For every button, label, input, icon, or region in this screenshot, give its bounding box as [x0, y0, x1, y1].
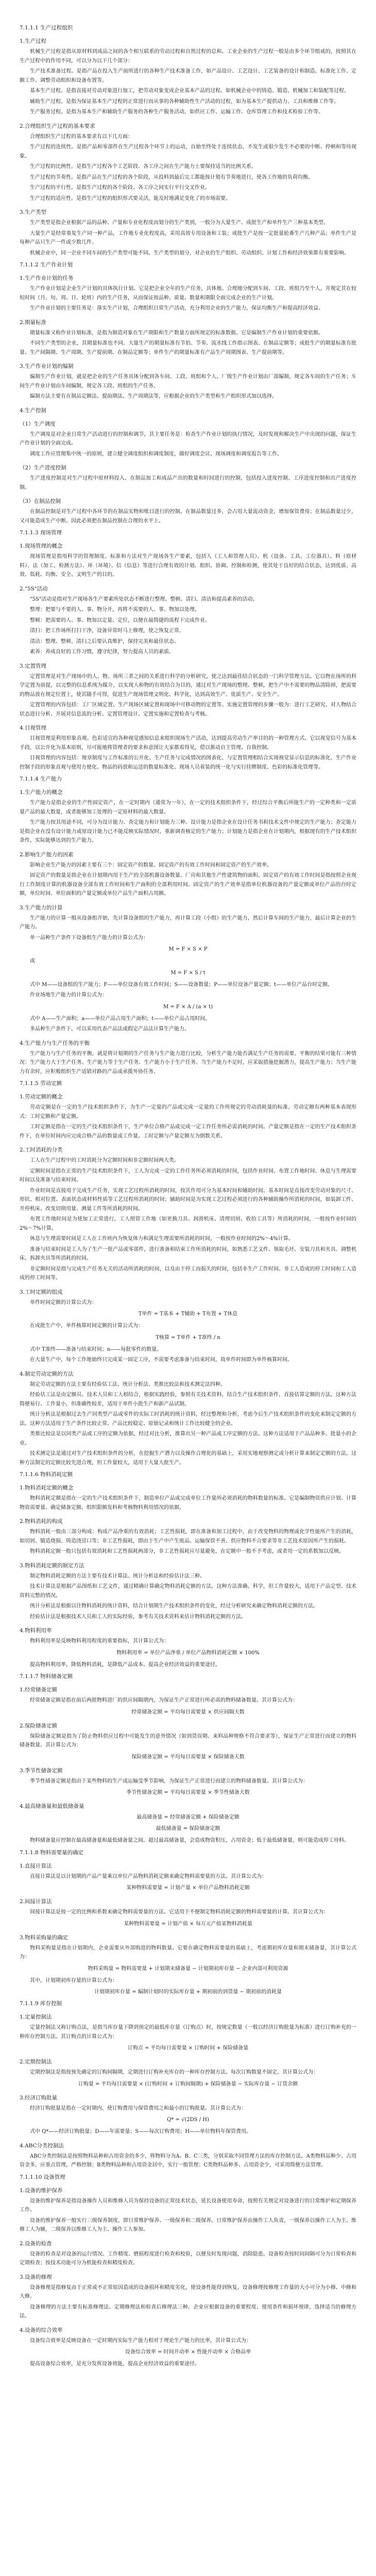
section-heading: 7.1.1.5 劳动定额: [20, 1080, 62, 1087]
paragraph: 技术测定法是通过对生产技术组织条件的分析，在挖掘生产潜力以及操作合理化的基础上，采用实地观察测定或分析计算来制定定额的方法。这种方法制定的定额比较先进合理，但工作量较大，适用于大量大批生产。: [20, 1451, 356, 1466]
paragraph: 生产过程的平行性。是指生产过程的各个阶段、各工序之间实行平行交叉作业。: [30, 185, 210, 191]
paragraph: 整理：把要与不要的人、事、物分开，再将不需要的人、事、物加以处理。: [30, 607, 200, 613]
paragraph: 生产调度是对企业日常生产活动进行的控制和调节，其主要任务是：检查生产作业计划的执行情况，及时发现和解决生产中出现的问题，保证生产作业计划的全面完成。: [20, 431, 356, 446]
subsection-heading: 1.生产过程: [20, 38, 47, 44]
paragraph: 生产进度控制是对生产过程中原材料投入、在制品加工和成品产出的数量和时间进行的控制，包括投入进度控制、工序进度控制和出产进度控制。: [20, 476, 356, 490]
paragraph: 设备综合效率是反映设备在一定时期内实际生产能力相对于理论生产能力的比率，其计算公式为：: [30, 2337, 251, 2344]
formula: 计划期初库存量 = 编制计划时的实际库存量 + 期初前的到货量 − 期初前的消耗量: [94, 1989, 282, 1995]
paragraph: 定期控制法是指按预先确定的订购间隔期，定期进行订购补充库存的一种库存控制方法。每次订购数量不固定，其计算公式为：: [30, 2070, 318, 2075]
subsection-heading: 4.设备的综合效率: [20, 2327, 63, 2333]
subsection-heading: 4.目视管理: [20, 725, 47, 731]
paragraph: 物料利用率是反映物料利用程度的重要指标，其计算公式为：: [30, 1638, 169, 1644]
paragraph: 统计分析法是根据过去生产同类型产品或零件的实际工时消耗的统计资料，经过整理和分析，考虑今后生产技术组织条件的变化来制定定额的方法。这种方法适用于生产条件比较正常、产品比较稳定、原始记录和统计工作比较健全的企业。: [20, 1412, 356, 1427]
paragraph: 在大量生产中，每个工作地始终只完成某一固定工序，不需要考虑准备与结束时间，故单件时间即为单件核算时间。: [30, 1357, 293, 1363]
paragraph: 定额时间是指在正常的生产技术组织条件下，工人为完成一定的工作任务所必须消耗的时间，包括作业时间、布置工作地时间、休息与生理需要时间以及准备与结束时间。: [20, 1168, 356, 1183]
subsection-heading: 3.生产能力的计算: [20, 904, 63, 911]
paragraph: 设备修理的方法主要有标准修理法、定期修理法和检查后修理法三种。企业应根据设备的重要程度、使用条件和损坏规律，选择适当的修理方法。: [20, 2304, 356, 2319]
paragraph: 辅助生产过程。是指为保证基本生产过程的正常进行而从事的各种辅助性生产活动的过程，如为基本生产提供动力、工具和维修工作等。: [30, 98, 339, 105]
paragraph: 生产作业计划是企业生产计划的具体执行计划。它是把企业全年的生产任务，具体地、合理地分配到车间、工段、班组乃至个人，并规定其在较短时间（月、旬、周、日、轮班）内的生产任务，从而保证按品种、质量、数量和期限全面完成企业的生产计划。: [20, 286, 356, 301]
paragraph: 统计分析法是根据以往物料消耗的统计资料，结合计划期生产技术组织条件的变化，经过分析研究来确定物料消耗定额的方法。: [30, 1603, 318, 1609]
subsection-heading: 3.物料采购量的确定: [20, 1934, 69, 1941]
paragraph: 影响企业生产能力的因素主要有三个：固定资产的数量、固定资产的有效工作时间和固定资产的生产效率。: [30, 862, 272, 868]
subsection-heading: 1.生产能力的概念: [20, 789, 63, 795]
formula: M = F × S / t: [170, 970, 206, 976]
paragraph: 物料储备量应控制在最高储备量和最低储备量之间。超过最高储备量，会造成物资积压，占用资金；低于最低储备量，则可能造成停工待料。: [30, 1838, 349, 1843]
formula: 经常储备定额 = 平均每日需要量 × 供应间隔天数: [131, 1709, 245, 1715]
subsection-heading: 2.定期控制法: [20, 2059, 52, 2065]
paragraph: 经常储备定额是指在前后两批物料进厂的供应间隔期内，为保证生产正常进行所必需的物料储备数量。其计算公式为：: [30, 1698, 298, 1703]
paragraph: 设备的维护保养一般实行三级保养制度，即日常维护保养、一级保养和二级保养。日常维护保养由操作工人负责，一级保养以操作工人为主、维修工人为辅，二级保养以维修工人为主、操作工人参加。: [20, 2217, 356, 2232]
subsection-heading: 2.物料消耗的构成: [20, 1518, 63, 1524]
paragraph: 生产作业计划的主要任务是：落实生产计划，合理组织日常生产活动，充分利用企业的生产能力，保证均衡生产和提高经济效益。: [30, 306, 323, 311]
paragraph: 定置管理的内容包括：工厂区域定置、生产现场区域定置和现场中可移动物的定置等。实施定置管理的步骤一般为：进行工艺研究、对人物结合状态进行分析、开展对信息流的分析、定置管理设计、定置实施和定置检查与考核。: [20, 702, 356, 717]
paragraph: 单一品种生产条件下设备组生产能力的计算公式为：: [30, 935, 148, 941]
subsection-heading: 2.影响生产能力的因素: [20, 851, 74, 858]
paragraph: 生产过程的适应性。是指生产过程的组织形式要灵活，能及时地满足变化了的市场需要。: [30, 195, 231, 201]
subsection-heading: 4.生产控制: [20, 407, 47, 414]
paragraph: 生产过程的连续性。是指产品和零部件在生产过程各个环节上的运动，自始至终处于连续状态，不发生或很少发生不必要的中断、停顿和等待现象。: [20, 144, 356, 159]
paragraph: 经济订购批量是指在一定时期内，使订购费用与保管费用之和最小的订购批量。其计算公式为：: [30, 2105, 246, 2111]
formula: M = F × S × P: [168, 946, 208, 952]
subsection-heading: 3.物料消耗定额的制定方法: [20, 1562, 84, 1569]
paragraph: 定量控制法又称订购点法，是指当库存量下降到预定的最低库存量（订购点）时，按规定数量（一般以经济订购批量为标准）进行订购补充的一种库存控制方法。其订购点的计算公式为：: [20, 2025, 356, 2040]
paragraph: 工时定额是指在一定的生产技术组织条件下，生产单位合格产品或完成一定工作任务所必需消耗的时间。产量定额是指在一定的生产技术组织条件下，在单位时间内应完成合格产品的数量或工作量。工时定额与产量定额互为倒数关系。: [20, 1124, 356, 1139]
paragraph: 编制生产作业计划，就是把企业的生产任务具体分配到各车间、工段、班组和个人。厂级生产作业计划由厂部编制，规定各车间的生产任务；车间生产作业计划由车间编制，规定各工段、班组的生产任务。: [20, 374, 356, 389]
paragraph: 基本生产过程。是指直接对劳动对象进行加工，把劳动对象变成企业基本产品的过程。如机械企业中的铸造、锻造、机械加工和装配等过程。: [30, 88, 349, 94]
section-heading: 7.1.1.8 物料需要量的确定: [20, 1849, 84, 1856]
subsection-heading: 2.期量标准: [20, 319, 47, 326]
paragraph: 不同生产类型的企业，其期量标准也不同。大量生产的期量标准有节拍、节奏、流水线工作指示图表、在制品定额等；成批生产的期量标准有批量、生产间隔期、生产周期、生产提前期、在制品定额等；单件生产的期量标准有产品生产周期图表、生产提前期等。: [20, 341, 356, 355]
paragraph: 目视管理是利用形象直观、色彩适宜的各种视觉感知信息来组织现场生产活动，达到提高劳动生产率目的的一种管理方式。它以视觉信号为基本手段，以公开化为基本原则，尽可能地将管理者的要求和意图让大家都看得见，借以推动自主管理、自我控制。: [20, 736, 356, 751]
subsection-heading: 3.季节性储备定额: [20, 1767, 63, 1774]
paragraph: 在制品控制是对生产过程中各环节的在制品实物和账目进行的控制。在制品数量过多，会占用大量流动资金，增加保管费用；在制品数量过少，又可能造成生产中断。因此必须把在制品控制在合理的水平上。: [20, 509, 356, 524]
paragraph: 生产能力按其用途不同，可分为设计能力、查定能力和计划能力三种。设计能力是指企业在设计任务书和技术文件中规定的生产能力；查定能力是指企业在没有设计能力或原设计能力已不能反映实际情况时，重新调查核定的生产能力；计划能力是指企业在计划期内，根据现有的生产技术组织条件，实际能够达到的生产能力。: [20, 820, 356, 843]
paragraph: 整顿：把需要的人、事、物加以定量、定位，以便在最简捷的流程下完成作业。: [30, 617, 210, 623]
formula: 保险储备定额 = 平均每日需要量 × 保险储备天数: [131, 1754, 245, 1760]
paragraph: 生产类型是指企业根据产品的品种、产量和专业化程度而划分的生产类别，一般分为大量生产、成批生产和单件生产三种基本类型。: [30, 220, 329, 226]
paragraph: 式中 M——设备组的生产能力；F——单位设备有效工作时间；S——设备数量；P——单位设备产量定额；t——单位产品台时定额。: [30, 981, 333, 988]
paragraph: 生产过程的比例性。是指生产过程各个工艺阶段、各工序之间在生产能力上要保持适当的比例关系。: [30, 164, 257, 170]
subsection-heading: 2.工时消耗的分类: [20, 1147, 63, 1153]
formula: 季节性储备定额 = 平均每日需要量 × 季节性储备天数: [126, 1790, 250, 1795]
paragraph: 提高设备综合效率，是充分发挥设备效能，提高企业经济效益的重要途径。: [30, 2361, 200, 2367]
formula: T核算 = T单件 + T准终 / n: [156, 1334, 220, 1341]
paragraph: 制定物料消耗定额的方法主要有技术计算法、统计分析法和经验估计法三种。: [30, 1573, 205, 1579]
paragraph: 提高物料利用率，降低物料消耗，是降低产品成本、提高企业经济效益的重要途径。: [30, 1662, 220, 1668]
paragraph: 物料消耗一般由三部分构成：构成产品净重的有效消耗；工艺性损耗，即在准备和加工过程中，由于改变物料的物理或化学性能所产生的消耗，如切屑、锻造烧损、铸造浇冒口等；非工艺性损耗，即由于生产中产生废品、运输保管不善、供应物料不合要求等非工艺技术原因所产生的损耗。: [20, 1529, 356, 1544]
paragraph: 调度工作应贯彻集中统一的原则，建立健全调度组织和调度制度，做好调度会议、现场调度和调度报告等工作。: [30, 451, 282, 457]
paragraph: 式中 Q*——经济订购批量；D——年需要量；S——每次订购费用；H——单位物料年保管费用。: [30, 2129, 251, 2134]
subsection-heading: （3）在制品控制: [20, 498, 61, 504]
subsection-heading: （2）生产进度控制: [20, 465, 66, 471]
subsection-heading: 4.物料利用率: [20, 1628, 52, 1634]
paragraph: 布置工作地时间是为使加工正常进行，工人照管工作地（如更换刀具、润滑机床、清理切屑、收拾工具等）所消耗的时间，一般按作业时间的2%～7%计算。: [20, 1216, 356, 1231]
paragraph: 间接计算法是按一定的比例和系数来确定物料需要量的方法。它适用于不便制定物料消耗定额的物料需要量的计算。其计算公式为：: [30, 1909, 329, 1915]
paragraph: 直接计算法是以计划期的产品产量乘以单位产品物料消耗定额来确定物料需要量的方法。其计算公式为：: [30, 1873, 267, 1879]
paragraph: 非定额时间是指与完成生产任务无关的活动所消耗的时间，以及由于停工而损失的时间，包括非生产工作时间、非工人造成的停工时间和工人造成的停工时间等。: [20, 1266, 356, 1281]
paragraph: ABC分类控制法是按照物料品种和占用资金的多少，将物料分为A、B、C三类，分别采取不同管理方法的库存控制方法。A类物料品种少、占用资金多，应重点管理，严格控制；B类物料品种和占用资金居中，实行一般管理；C类物料品种多、占用资金少，可采用简便方法管理。: [20, 2153, 356, 2168]
paragraph: 准备与结束时间是工人为了生产一批产品或零部件，进行准备和结束工作所消耗的时间，如熟悉工艺文件、领取毛坯、安装刀具和夹具、调整机床、拆卸夹具等所消耗的时间。: [20, 1246, 356, 1261]
section-heading: 7.1.1.7 物料储备定额: [20, 1673, 73, 1680]
formula: 订购点 = 平均每日需要量 × 订购时间 + 保险储备量: [127, 2045, 249, 2051]
paragraph: 经验估工法是由定额员、技术人员和工人相结合，根据实践经验，参照有关技术资料，结合生产技术组织条件，直接估算定额的方法。这种方法简便易行、工作量小，但准确性较差，适用于单件小批生产和新产品试制。: [20, 1392, 356, 1407]
subsection-heading: （1）生产调度: [20, 420, 56, 427]
subsection-heading: 1.生产作业计划的任务: [20, 275, 74, 281]
formula: 最低储备量 = 保险储备定额: [156, 1826, 220, 1832]
subsection-heading: 4.最高储备量和最低储备量: [20, 1803, 84, 1809]
formula: 订购量 = 平均每日需要量 × (订购时间 + 订购间隔期) + 保险储备量 − 实际库存量 − 订货余额: [78, 2081, 298, 2087]
subsection-heading: 2.设备的检查: [20, 2240, 52, 2247]
paragraph: 物料消耗定额是指在一定的生产技术组织条件下，制造单位产品或完成单位工作量所必须消耗的物料数量的标准。它是编制物资供应计划、计算物资需要量、确定储备定额、组织限额发料和考核物料利用情况的依据。: [20, 1496, 356, 1511]
paragraph: 设备的维护保养是指设备操作人员和维修人员为保持设备的正常技术状态，延长设备使用寿命，按照有关规定对设备进行的日常维护和定期保养工作。: [20, 2198, 356, 2213]
subsection-heading: 2.保险储备定额: [20, 1722, 58, 1729]
paragraph: 机械企业中，同一企业不同车间的生产类型可能不同。生产类型的划分，对企业的生产组织、劳动组织、计划工作和经济效果都有重要影响。: [30, 250, 349, 256]
paragraph: 劳动定额是在一定的生产技术组织条件下，为生产一定量的产品或完成一定量的工作所规定的劳动消耗量的标准。劳动定额有两种基本表现形式：工时定额和产量定额。: [20, 1105, 356, 1120]
formula: Q* = √(2DS / H): [167, 2117, 209, 2123]
subsection-heading: 3.经济订购批量: [20, 2094, 58, 2101]
paragraph: 类推比较法是以同类产品或工序的定额为依据，经过对比分析，推算出另一种产品或工序定额的方法。这种方法适用于产品品种多、批量小的企业。: [20, 1431, 356, 1446]
paragraph: 季节性储备定额是指由于某些物料的生产或运输受季节影响，为保证生产正常进行而建立的物料储备数量。其计算公式为：: [30, 1778, 308, 1784]
paragraph: 工人在生产过程中的工时消耗分为定额时间和非定额时间两大类。: [30, 1158, 179, 1163]
paragraph: 制定劳动定额的方法主要有经验估工法、统计分析法、类推比较法和技术测定法四种。: [30, 1381, 226, 1387]
paragraph: 单件时间定额的计算公式为：: [30, 1299, 97, 1306]
paragraph: 作业场地生产能力的计算公式为：: [30, 992, 107, 998]
paragraph: 定置管理是对生产现场中的人、物、场所三者之间的关系进行科学的分析研究，使之达到最佳结合状态的一门科学管理方法。它以物在场所的科学定置为前提，以完整的信息系统为媒介，以实现人和物的有效结合为目的，通过对生产现场的整理、整顿，把生产中不需要的物品清除掉，把需要的物品放在规定位置上，使其随手可得，促进生产现场管理文明化、科学化，达到高效生产、优质生产、安全生产。: [20, 673, 356, 698]
formula: 物料采购量 = 物料需要量 + 计划期末储备量 − 计划期初库存量 − 企业内部可利用资源: [88, 1965, 288, 1972]
paragraph: 生产能力与生产任务的平衡，就是将计划期的生产任务与生产能力进行比较，分析生产能力能否满足生产任务的需要。平衡的结果可能有三种情况：生产能力大于生产任务、生产能力等于生产任务、生产能力小于生产任务。当生产能力不足时，应采取措施挖掘潜力，提高生产能力；当生产能力有余时，应积极组织生产适销对路的产品或承揽外协任务。: [20, 1050, 356, 1075]
subsection-heading: 1.劳动定额的概念: [20, 1094, 63, 1100]
paragraph: 多品种生产条件下，可以采用代表产品法或假定产品法计算生产能力。: [30, 1026, 190, 1032]
paragraph: 清洁：整理、整顿、清扫之后要认真维护，保持完美和最佳状态。: [30, 638, 179, 645]
subsection-heading: 3.生产作业计划的编制: [20, 363, 74, 369]
subsection-heading: 4.ABC分类控制法: [20, 2142, 64, 2149]
section-heading: 7.1.1.3 现场管理: [20, 530, 62, 536]
paragraph: 期量标准又称作业计划标准，是指为制造对象在生产期限和生产数量方面所规定的标准数据。它是编制生产作业计划的重要依据。: [30, 330, 323, 336]
subsection-heading: 1.现场管理的概念: [20, 543, 63, 549]
formula: 物料利用率 = 单位产品净重 / 单位产品物料消耗定额 × 100%: [116, 1650, 260, 1656]
paragraph: 其中，计划期初库存量的计算公式为：: [30, 1977, 117, 1984]
paragraph: 或: [30, 958, 35, 964]
formula: 某种物料需要量 = 计划产值 × 每万元产值某物料消耗量: [124, 1921, 252, 1927]
subsection-heading: 3.工时定额的组成: [20, 1289, 63, 1295]
paragraph: 机械生产过程是指从原材料到成品之间的各个相互联系的劳动过程和自然过程的总和。工业企业的生产过程一般是由多个环节组成的，按照其在生产过程中的作用不同，可以分为以下几个部分：: [20, 49, 356, 64]
subsection-heading: 1.直接计算法: [20, 1862, 52, 1869]
paragraph: 作业时间是直接用于完成生产任务，实现工艺过程所消耗的时间，按其作用可分为基本时间和辅助时间。基本时间是直接改变劳动对象的尺寸、形状、相对位置、表面状态或材料性质等工艺过程所消耗的时间；辅助时间是为实现工艺过程必须进行的各种辅助操作所消耗的时间，如装卸工件、开停机床、改变切削用量、测量工件等所消耗的时间。: [20, 1188, 356, 1212]
subsection-heading: 1.设备的维护保养: [20, 2187, 63, 2194]
formula: M = F × A / (a × t): [163, 1004, 213, 1010]
paragraph: "5S"活动是指对生产现场各生产要素所处状态不断进行整理、整顿、清扫、清洁和提高素养的活动。: [30, 596, 258, 602]
paragraph: 经验估计法是根据技术人员和工人的实际经验，参考有关技术资料来估计物料消耗定额的方法。: [30, 1614, 246, 1620]
section-heading: 7.1.1.10 设备管理: [20, 2174, 65, 2180]
paragraph: 技术计算法是根据产品图纸和工艺文件，通过精确计算确定物料消耗定额的方法。这种方法准确、科学，但工作量较大，适用于产品定型、技术资料完整的情况。: [20, 1584, 356, 1599]
paragraph: 生产能力是指企业的生产性固定资产，在一定时期内（通常为一年），在一定的技术组织条件下，经过综合平衡后所能生产的一定种类和一定质量产品的最大数量，或者能够加工处理的一定原材料的最大数量。: [20, 800, 356, 815]
formula: T单件 = T基本 + T辅助 + T布置 + T休息: [138, 1311, 238, 1317]
paragraph: 设备修理是指修复由于正常或不正常原因造成的设备损坏和精度劣化，使设备性能得到恢复。设备修理按修理工作量的大小可分为小修、中修和大修。: [20, 2284, 356, 2299]
subsection-heading: 1.物料消耗定额的概念: [20, 1485, 74, 1491]
paragraph: 清扫：把工作场所打扫干净，设备异常时马上修理，使之恢复正常。: [30, 628, 184, 634]
paragraph: 编制方法主要有在制品定额法、提前期法、生产周期法等，应根据企业的生产类型和生产组织形式加以选择。: [30, 394, 277, 399]
subsection-heading: 3.设备的修理: [20, 2274, 52, 2280]
subsection-heading: 4.生产能力与生产任务的平衡: [20, 1040, 90, 1046]
formula: 设备综合效率 = 时间开动率 × 性能开动率 × 合格品率: [125, 2349, 251, 2355]
paragraph: 保险储备定额是指为了防止物料供应过程中可能发生的意外情况（如到货误期、来料品种规格不符合要求等），保证生产正常进行而建立的物料储备数量。其计算公式为：: [20, 1733, 356, 1748]
paragraph: 生产过程的节奏性。是指产品在生产过程的各个阶段，从投料到最后完工都能按计划有节奏地进行，使各工作地的负荷均衡。: [30, 174, 313, 180]
paragraph: 生产能力的计算一般从设备组开始，先计算设备组的生产能力，再计算工段（小组）的生产能力，然后计算车间的生产能力，最后计算企业的生产能力。: [20, 915, 356, 930]
formula: 某种物料需要量 = 计划产量 × 单位产品物料消耗定额: [126, 1885, 250, 1891]
section-heading: 7.1.1.6 物料消耗定额: [20, 1471, 73, 1478]
paragraph: 设备的检查是对设备的运行情况、工作精度、磨损程度进行检查和校验，以便及时发现问题，消除隐患。设备检查按时间间隔可分为日常检查和定期检查；按技术功能可分为机能检查和精度检查。: [20, 2251, 356, 2266]
paragraph: 物料采购量是指在计划期内，企业需要从外部购进的物料数量。它要在确定物料需要量的基础上，考虑期初库存量和期末储备量，其计算公式为：: [20, 1945, 356, 1960]
paragraph: 现场管理是指用科学的管理制度、标准和方法对生产现场各生产要素，包括人（工人和管理人员）、机（设备、工具、工位器具）、料（原材料）、法（加工、检测方法）、环（环境）、信（信息）等进行合理有效的计划、组织、协调、控制和检测，使其处于良好的结合状态，达到优质、高效、低耗、均衡、安全、文明生产的目的。: [20, 554, 356, 578]
subsection-heading: 1.经常储备定额: [20, 1687, 58, 1693]
paragraph: 生产服务过程。是指为基本生产和辅助生产服务的各种生产服务活动，如供应工作、运输工作、仓库管理工作和技术检验工作等。: [30, 109, 323, 115]
formula: 最高储备量 = 经常储备定额 + 保险储备定额: [136, 1815, 240, 1820]
subsection-heading: 3.生产类型: [20, 209, 47, 215]
subsection-heading: 1.定量控制法: [20, 2014, 52, 2020]
paragraph: 目视管理的内容包括：规章制度与工作标准的公开化、生产任务与完成情况的图表化、与定置管理相结合实现视觉显示信息的标准化、生产作业控制手段的形象直观与使用方便化、物品的码放和运送的数量标准化、现场人员着装的统一化与实行挂牌制度、色彩的标准化管理等。: [20, 755, 356, 770]
paragraph: 素养：养成良好的工作习惯，遵守纪律，努力提高人员的素质。: [30, 649, 174, 655]
paragraph: 在成批生产中，单件核算时间定额的计算公式为：: [30, 1323, 143, 1329]
paragraph: 合理组织生产过程的基本要求有以下几方面：: [30, 133, 133, 140]
section-heading: 7.1.1.9 库存控制: [20, 2001, 62, 2007]
paragraph: 休息与生理需要时间是工人在工作班内为恢复体力和满足生理需要所消耗的时间，一般按作业时间的2%～4%计算。: [30, 1236, 294, 1242]
paragraph: 物料消耗定额一般只包括有效消耗和工艺性损耗两部分，非工艺性损耗应尽量避免，在定额中一般不予考虑，或者用一定的系数加以反映。: [30, 1549, 344, 1554]
paragraph: 固定资产的数量是指企业在计划期内用于生产的全部机器设备数量、厂房和其他生产性建筑物的面积。固定资产的有效工作时间是指按照企业现行工作制度计算的机器设备全部有效工作时间和生产面积的全部利用时间。固定资产的生产效率是指单位机器设备的产量定额或单位产品的台时定额，单位时间、单位面积的产量定额或单位产品生产面积占用额。: [20, 873, 356, 896]
subsection-heading: 2.合理组织生产过程的基本要求: [20, 123, 95, 129]
paragraph: 式中 T准终——准备与结束时间；n——每批零件的数量。: [30, 1346, 162, 1352]
subsection-heading: 3.定置管理: [20, 663, 47, 669]
subsection-heading: 2."5S"活动: [20, 585, 48, 592]
section-heading: 7.1.1.2 生产作业计划: [20, 262, 73, 268]
section-heading: 7.1.1.1 生产过程组织: [20, 25, 73, 31]
paragraph: 生产技术准备过程。是指产品在投入生产前所进行的各种生产技术准备工作，如产品设计、工艺设计、工艺装备的设计和制造、标准化工作、定额工作、调整劳动组织和设备布置等。: [20, 69, 356, 83]
paragraph: 式中 A——生产面积；a——单位产品占用生产面积；t——单位产品占用时间。: [30, 1015, 211, 1022]
subsection-heading: 4.制定劳动定额的方法: [20, 1370, 74, 1377]
section-heading: 7.1.1.4 生产能力: [20, 776, 62, 782]
subsection-heading: 2.间接计算法: [20, 1899, 52, 1905]
paragraph: 大量生产是经常重复生产同一种产品，工作地专业化程度高，采用高效专用设备和工装；成批生产是按一定批量轮番生产几种产品；单件生产是每种产品只生产一件或少数几件。: [20, 230, 356, 245]
